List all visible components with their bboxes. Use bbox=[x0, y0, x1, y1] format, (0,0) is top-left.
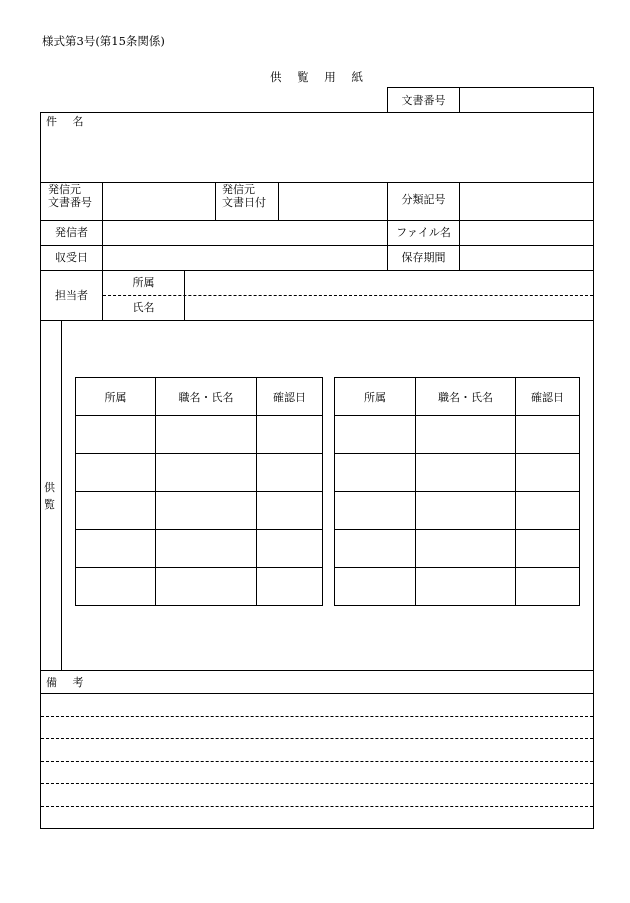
confirm-date-cell[interactable] bbox=[257, 568, 323, 606]
confirm-date-cell[interactable] bbox=[516, 492, 580, 530]
column-header-affiliation: 所属 bbox=[335, 378, 416, 416]
doc-number-field[interactable] bbox=[462, 89, 590, 111]
affiliation-cell[interactable] bbox=[76, 530, 156, 568]
column-header-title-name: 職名・氏名 bbox=[416, 378, 516, 416]
confirm-date-cell[interactable] bbox=[516, 454, 580, 492]
table-row bbox=[335, 530, 580, 568]
affiliation-cell[interactable] bbox=[335, 568, 416, 606]
title-name-cell[interactable] bbox=[156, 492, 257, 530]
table-row bbox=[335, 416, 580, 454]
affiliation-cell[interactable] bbox=[76, 416, 156, 454]
confirm-date-cell[interactable] bbox=[257, 454, 323, 492]
confirm-date-cell[interactable] bbox=[516, 568, 580, 606]
table-row bbox=[335, 492, 580, 530]
confirm-date-cell[interactable] bbox=[257, 416, 323, 454]
table-row bbox=[76, 530, 323, 568]
table-row bbox=[76, 492, 323, 530]
column-header-affiliation: 所属 bbox=[76, 378, 156, 416]
received-date-label: 収受日 bbox=[55, 251, 88, 264]
title-name-cell[interactable] bbox=[416, 454, 516, 492]
sender-label: 発信者 bbox=[55, 226, 88, 239]
affiliation-cell[interactable] bbox=[76, 454, 156, 492]
affiliation-cell[interactable] bbox=[335, 530, 416, 568]
remarks-label: 備 考 bbox=[46, 676, 90, 689]
title-name-cell[interactable] bbox=[416, 492, 516, 530]
remarks-line[interactable] bbox=[44, 696, 590, 715]
title-name-cell[interactable] bbox=[416, 568, 516, 606]
affiliation-field[interactable] bbox=[188, 272, 590, 293]
remarks-line[interactable] bbox=[44, 786, 590, 805]
sender-doc-number-label-line2: 文書番号 bbox=[48, 196, 92, 209]
sender-doc-date-field[interactable] bbox=[281, 184, 385, 218]
circulation-label-1: 供 bbox=[44, 481, 55, 494]
name-label: 氏名 bbox=[132, 301, 155, 314]
column-header-confirm-date: 確認日 bbox=[516, 378, 580, 416]
remarks-line[interactable] bbox=[44, 763, 590, 782]
affiliation-cell[interactable] bbox=[335, 492, 416, 530]
sender-doc-number-field[interactable] bbox=[105, 184, 213, 218]
column-header-title-name: 職名・氏名 bbox=[156, 378, 257, 416]
affiliation-cell[interactable] bbox=[335, 454, 416, 492]
affiliation-cell[interactable] bbox=[76, 492, 156, 530]
sender-doc-number-label-line1: 発信元 bbox=[48, 183, 81, 196]
sender-doc-date-label-line2: 文書日付 bbox=[222, 196, 266, 209]
retention-period-field[interactable] bbox=[462, 247, 590, 268]
name-field[interactable] bbox=[188, 297, 590, 318]
doc-number-label: 文書番号 bbox=[401, 94, 446, 107]
classification-label: 分類記号 bbox=[401, 193, 446, 206]
title-name-cell[interactable] bbox=[156, 454, 257, 492]
remarks-line[interactable] bbox=[44, 808, 590, 827]
classification-field[interactable] bbox=[462, 184, 590, 218]
title-name-cell[interactable] bbox=[156, 530, 257, 568]
title-name-cell[interactable] bbox=[416, 530, 516, 568]
affiliation-label: 所属 bbox=[132, 276, 155, 289]
file-name-field[interactable] bbox=[462, 222, 590, 243]
sender-doc-date-label-line1: 発信元 bbox=[222, 183, 255, 196]
table-row bbox=[335, 568, 580, 606]
remarks-line[interactable] bbox=[44, 741, 590, 760]
title-name-cell[interactable] bbox=[156, 416, 257, 454]
form-title: 供 覧 用 紙 bbox=[270, 70, 369, 84]
received-date-field[interactable] bbox=[105, 247, 385, 268]
form-number-label: 様式第3号(第15条関係) bbox=[42, 34, 165, 48]
subject-field[interactable] bbox=[44, 131, 590, 179]
table-row bbox=[76, 568, 323, 606]
affiliation-cell[interactable] bbox=[335, 416, 416, 454]
file-name-label: ファイル名 bbox=[396, 226, 451, 239]
table-row bbox=[76, 416, 323, 454]
title-name-cell[interactable] bbox=[156, 568, 257, 606]
sender-field[interactable] bbox=[105, 222, 385, 243]
confirm-date-cell[interactable] bbox=[257, 530, 323, 568]
circulation-label-2: 覧 bbox=[44, 498, 55, 511]
circulation-table-right bbox=[334, 377, 580, 606]
remarks-line[interactable] bbox=[44, 718, 590, 737]
column-header-confirm-date: 確認日 bbox=[257, 378, 323, 416]
confirm-date-cell[interactable] bbox=[516, 416, 580, 454]
table-row bbox=[335, 454, 580, 492]
person-in-charge-label: 担当者 bbox=[55, 289, 88, 302]
title-name-cell[interactable] bbox=[416, 416, 516, 454]
table-row bbox=[76, 454, 323, 492]
confirm-date-cell[interactable] bbox=[516, 530, 580, 568]
subject-label: 件 名 bbox=[46, 115, 90, 128]
circulation-table-left bbox=[75, 377, 323, 606]
retention-period-label: 保存期間 bbox=[401, 251, 446, 264]
confirm-date-cell[interactable] bbox=[257, 492, 323, 530]
affiliation-cell[interactable] bbox=[76, 568, 156, 606]
